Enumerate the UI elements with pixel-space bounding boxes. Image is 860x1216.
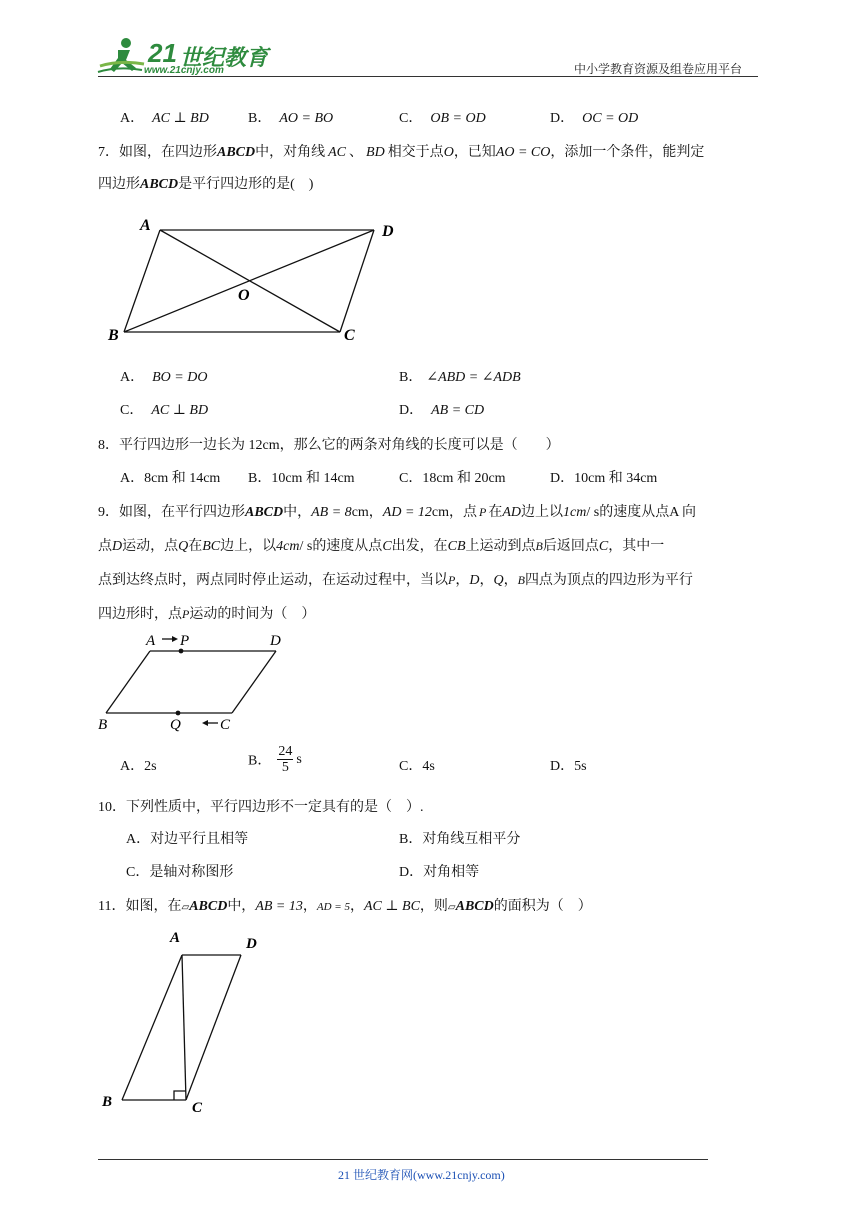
q9-label-d: D (270, 633, 281, 649)
logo-url: www.21cnjy.com (144, 65, 224, 76)
q7-label-d: D (382, 223, 394, 240)
q9-line-1: 9．如图，在平行四边形ABCD中，AB = 8cm，AD = 12cm，点 P 在AD边上以1cm/ s的速度从点A 向 (98, 505, 697, 520)
q9-parallelogram-figure (96, 628, 296, 738)
footer-text[interactable]: 21 世纪教育网(www.21cnjy.com) (338, 1168, 505, 1182)
q11-parallelogram-figure (98, 925, 278, 1120)
q9-label-c: C (220, 717, 231, 733)
footer-divider (98, 1159, 708, 1160)
q7-option-b[interactable]: B． ∠ABD = ∠ADB (399, 370, 521, 385)
q9-option-b[interactable]: B． $\frac{24}{5}$ s (248, 744, 302, 775)
q7-parallelogram-figure (104, 212, 404, 344)
q10-stem: 10．下列性质中，平行四边形不一定具有的是（ ）. (98, 800, 424, 815)
q7-label-b: B (108, 327, 119, 344)
q7-line-1: 7．如图，在四边形ABCD中，对角线 AC 、 BD 相交于点O，已知AO = CO，添加一个条件，能判定 (98, 145, 705, 160)
q8-option-b[interactable]: B．10cm 和 14cm (248, 471, 355, 486)
q7-line-2: 四边形ABCD是平行四边形的是( ) (98, 177, 314, 192)
q11-label-b: B (102, 1094, 113, 1110)
q7-option-c[interactable]: C． AC ⊥ BD (120, 403, 209, 418)
q11-label-d: D (246, 936, 257, 952)
q8-option-d[interactable]: D．10cm 和 34cm (550, 471, 658, 486)
q9-line-2: 点D运动，点Q在BC边上，以4cm/ s的速度从点C出发，在CB上运动到点B后返回点C，其中一 (98, 539, 665, 554)
q8-option-c[interactable]: C．18cm 和 20cm (399, 471, 506, 486)
q11-label-c: C (192, 1100, 203, 1116)
q10-option-d[interactable]: D．对角相等 (399, 865, 480, 880)
q9-line-3: 点到达终点时，两点同时停止运动，在运动过程中，当以P，D，Q，B四点为顶点的四边形为平行 (98, 573, 693, 588)
q10-option-b[interactable]: B．对角线互相平分 (399, 832, 521, 847)
q8-option-a[interactable]: A．8cm 和 14cm (120, 471, 221, 486)
q7-label-a: A (140, 217, 151, 234)
q6-option-a[interactable]: A． AC ⊥ BD (120, 111, 209, 126)
q9-option-a[interactable]: A．2s (120, 759, 157, 774)
q9-line-4: 四边形时，点P运动的时间为（ ） (98, 607, 316, 622)
q9-label-p: P (180, 633, 190, 649)
q11-label-a: A (170, 930, 181, 946)
platform-name: 中小学教育资源及组卷应用平台 (574, 62, 743, 76)
q6-option-b[interactable]: B． AO = BO (248, 111, 334, 126)
q11-stem: 11．如图，在▱ABCD中，AB = 13，AD = 5，AC ⊥ BC，则▱ABCD的面积为（ ） (98, 899, 592, 914)
logo-title: 世纪教育 (180, 46, 269, 71)
q6-option-d[interactable]: D． OC = OD (550, 111, 639, 126)
q9-option-d[interactable]: D．5s (550, 759, 587, 774)
q10-option-c[interactable]: C．是轴对称图形 (126, 865, 234, 880)
q9-label-a: A (146, 633, 156, 649)
q8-stem: 8．平行四边形一边长为 12cm，那么它的两条对角线的长度可以是（ ） (98, 438, 560, 453)
q9-label-q: Q (170, 717, 181, 733)
logo-number: 21 (148, 38, 177, 68)
q10-option-a[interactable]: A．对边平行且相等 (126, 832, 249, 847)
q7-option-a[interactable]: A． BO = DO (120, 370, 208, 385)
q6-option-c[interactable]: C． OB = OD (399, 111, 486, 126)
header-divider (98, 76, 758, 77)
q7-label-o: O (238, 287, 250, 304)
q7-label-c: C (344, 327, 355, 344)
q7-option-d[interactable]: D． AB = CD (399, 403, 485, 418)
q9-label-b: B (98, 717, 108, 733)
q9-option-c[interactable]: C．4s (399, 759, 435, 774)
